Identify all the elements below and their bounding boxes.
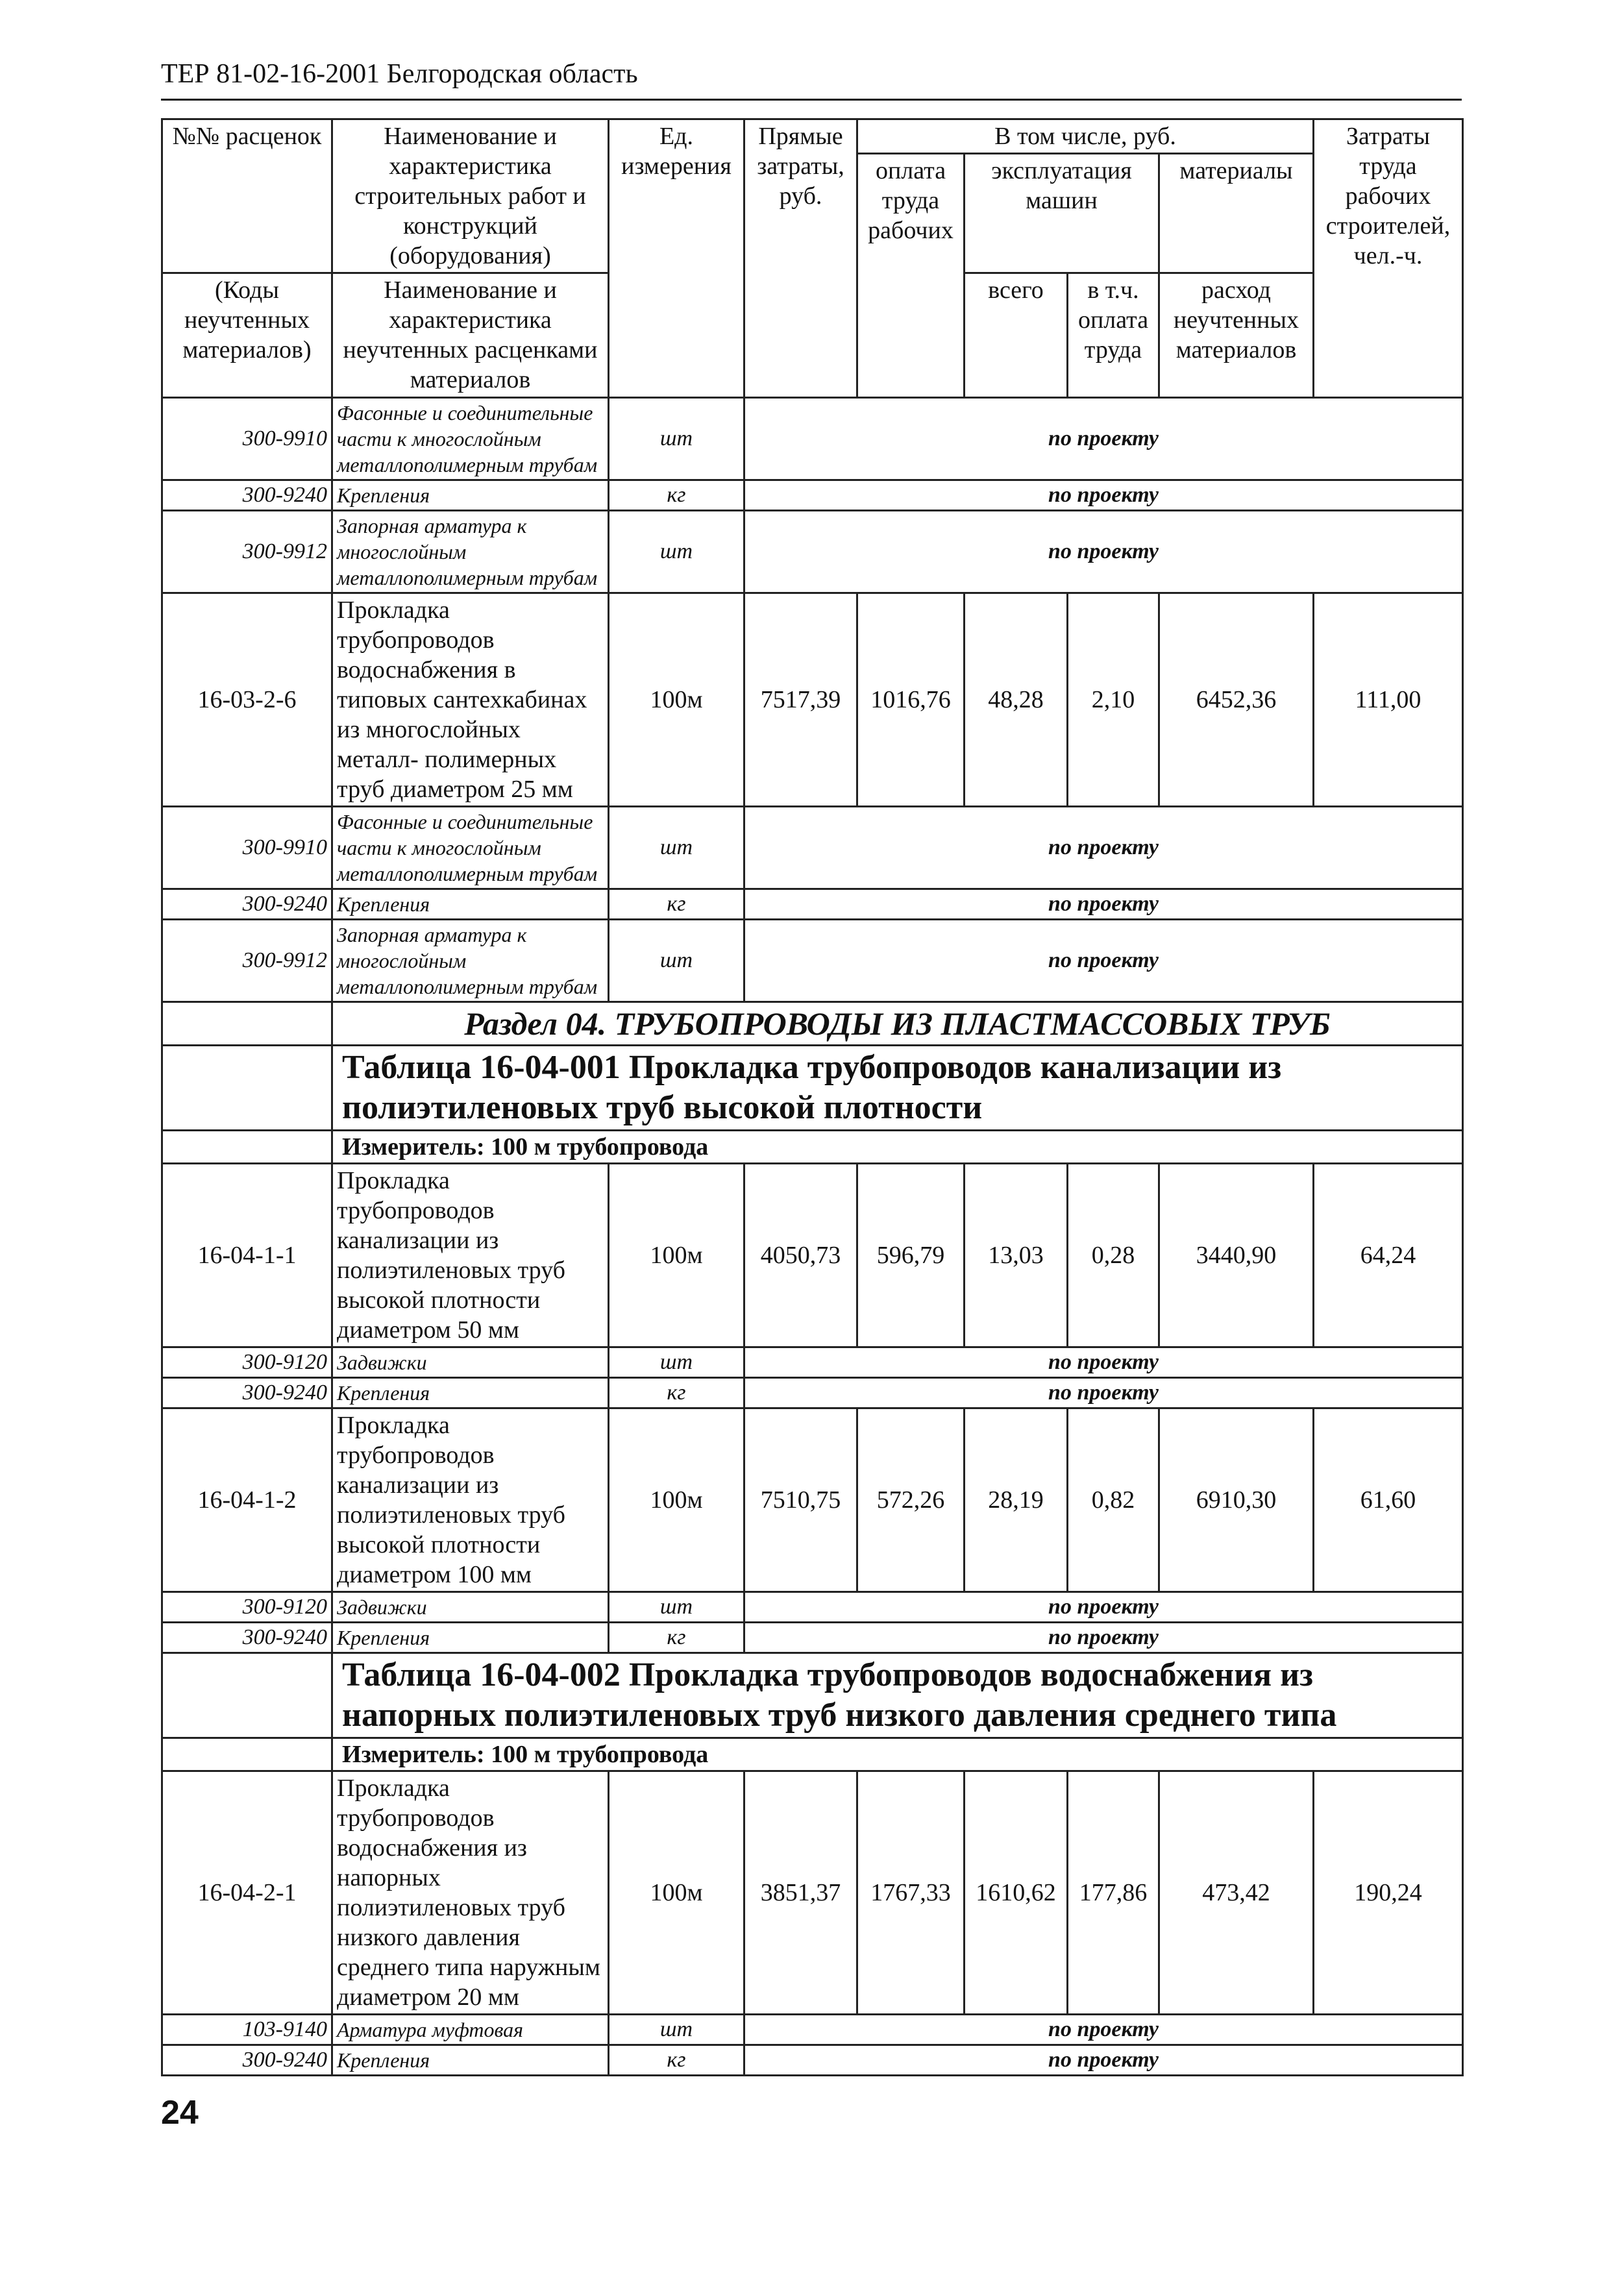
material-name: Фасонные и соединительные части к многослойным металлополимерным трубам <box>332 807 609 889</box>
material-unit: кг <box>609 1623 744 1653</box>
rate-materials: 473,42 <box>1159 1771 1314 2015</box>
measure-unit: Измеритель: 100 м трубопровода <box>332 1738 1463 1771</box>
material-name: Фасонные и соединительные части к многослойным металлополимерным трубам <box>332 398 609 480</box>
rate-machines-total: 28,19 <box>965 1408 1068 1592</box>
rate-code: 16-04-1-2 <box>162 1408 332 1592</box>
material-note: по проекту <box>744 920 1463 1002</box>
col-head-mach-wage: в т.ч. оплата труда <box>1068 273 1159 398</box>
title-spacer <box>162 1653 332 1738</box>
material-unit: шт <box>609 2015 744 2045</box>
material-name: Крепления <box>332 480 609 511</box>
rate-machines-wage: 2,10 <box>1068 593 1159 807</box>
material-note: по проекту <box>744 889 1463 920</box>
table-title-row <box>162 1046 1463 1131</box>
measure-unit: Измеритель: 100 м трубопровода <box>332 1131 1463 1164</box>
material-unit: шт <box>609 807 744 889</box>
rate-direct-cost: 4050,73 <box>744 1164 857 1347</box>
material-unit: кг <box>609 1378 744 1408</box>
material-name: Запорная арматура к многослойным металлополимерным трубам <box>332 920 609 1002</box>
material-note: по проекту <box>744 1623 1463 1653</box>
rate-direct-cost: 7517,39 <box>744 593 857 807</box>
rates-table <box>161 118 1464 2076</box>
rate-direct-cost: 7510,75 <box>744 1408 857 1592</box>
material-note: по проекту <box>744 807 1463 889</box>
rate-machines-wage: 0,28 <box>1068 1164 1159 1347</box>
unaccounted-material-row <box>162 1623 1463 1653</box>
table-title-row <box>162 1653 1463 1738</box>
rate-code: 16-03-2-6 <box>162 593 332 807</box>
page-number: 24 <box>161 2094 199 2132</box>
col-head-name: Наименование и характеристика строительных работ и конструкций (оборудования) <box>332 119 609 273</box>
rate-code: 16-04-2-1 <box>162 1771 332 2015</box>
table-title: Таблица 16-04-002 Прокладка трубопроводов водоснабжения из напорных полиэтиленовых труб низкого давления среднего типа <box>332 1653 1463 1738</box>
rate-labor: 111,00 <box>1314 593 1463 807</box>
section-row <box>162 1002 1463 1046</box>
col-head-code2: (Коды неучтенных материалов) <box>162 273 332 398</box>
unaccounted-material-row <box>162 2015 1463 2045</box>
material-name: Задвижки <box>332 1347 609 1378</box>
rate-unit: 100м <box>609 593 744 807</box>
col-head-direct: Прямые затраты, руб. <box>744 119 857 398</box>
unaccounted-material-row <box>162 889 1463 920</box>
rate-row <box>162 1164 1463 1347</box>
material-name: Арматура муфтовая <box>332 2015 609 2045</box>
unaccounted-material-row <box>162 1592 1463 1623</box>
material-name: Крепления <box>332 889 609 920</box>
col-head-labor: Затраты труда рабочих строителей, чел.-ч. <box>1314 119 1463 398</box>
rate-labor: 64,24 <box>1314 1164 1463 1347</box>
material-code: 300-9240 <box>162 889 332 920</box>
col-head-code: №№ расценок <box>162 119 332 273</box>
unaccounted-material-row <box>162 398 1463 480</box>
material-unit: шт <box>609 920 744 1002</box>
section-spacer <box>162 1002 332 1046</box>
measure-row <box>162 1738 1463 1771</box>
rate-name: Прокладка трубопроводов канализации из полиэтиленовых труб высокой плотности диаметром 100 мм <box>332 1408 609 1592</box>
col-head-wage: оплата труда рабочих <box>857 154 965 398</box>
material-code: 300-9240 <box>162 480 332 511</box>
material-name: Запорная арматура к многослойным металлополимерным трубам <box>332 511 609 593</box>
unaccounted-material-row <box>162 1378 1463 1408</box>
material-note: по проекту <box>744 398 1463 480</box>
col-head-machines: эксплуатация машин <box>965 154 1159 273</box>
section-title: Раздел 04. ТРУБОПРОВОДЫ ИЗ ПЛАСТМАССОВЫХ ТРУБ <box>332 1002 1463 1046</box>
material-unit: шт <box>609 511 744 593</box>
rate-machines-wage: 0,82 <box>1068 1408 1159 1592</box>
rate-machines-total: 48,28 <box>965 593 1068 807</box>
rate-wage: 572,26 <box>857 1408 965 1592</box>
rate-row <box>162 1771 1463 2015</box>
rate-row <box>162 593 1463 807</box>
material-code: 300-9912 <box>162 920 332 1002</box>
rate-labor: 190,24 <box>1314 1771 1463 2015</box>
unaccounted-material-row <box>162 480 1463 511</box>
rate-row <box>162 1408 1463 1592</box>
col-head-mach-total: всего <box>965 273 1068 398</box>
material-code: 300-9912 <box>162 511 332 593</box>
material-note: по проекту <box>744 2045 1463 2076</box>
material-note: по проекту <box>744 1347 1463 1378</box>
measure-spacer <box>162 1738 332 1771</box>
rate-unit: 100м <box>609 1408 744 1592</box>
material-note: по проекту <box>744 480 1463 511</box>
rate-unit: 100м <box>609 1771 744 2015</box>
material-code: 300-9240 <box>162 1378 332 1408</box>
material-code: 300-9910 <box>162 398 332 480</box>
rate-unit: 100м <box>609 1164 744 1347</box>
header-rule <box>161 99 1462 101</box>
material-name: Крепления <box>332 2045 609 2076</box>
unaccounted-material-row <box>162 807 1463 889</box>
material-note: по проекту <box>744 2015 1463 2045</box>
material-name: Крепления <box>332 1378 609 1408</box>
rate-code: 16-04-1-1 <box>162 1164 332 1347</box>
col-head-incl: В том числе, руб. <box>857 119 1314 154</box>
material-unit: шт <box>609 398 744 480</box>
col-head-name2: Наименование и характеристика неучтенных расценками материалов <box>332 273 609 398</box>
material-code: 300-9120 <box>162 1347 332 1378</box>
rate-materials: 3440,90 <box>1159 1164 1314 1347</box>
rate-name: Прокладка трубопроводов водоснабжения из напорных полиэтиленовых труб низкого давления среднего типа наружным диаметром 20 мм <box>332 1771 609 2015</box>
material-code: 300-9240 <box>162 1623 332 1653</box>
material-note: по проекту <box>744 511 1463 593</box>
material-unit: шт <box>609 1592 744 1623</box>
material-unit: кг <box>609 480 744 511</box>
unaccounted-material-row <box>162 511 1463 593</box>
rate-materials: 6910,30 <box>1159 1408 1314 1592</box>
col-head-mat-unaccounted: расход неучтенных материалов <box>1159 273 1314 398</box>
rate-wage: 1767,33 <box>857 1771 965 2015</box>
rate-wage: 1016,76 <box>857 593 965 807</box>
rate-name: Прокладка трубопроводов водоснабжения в типовых сантехкабинах из многослойных металл- полимерных труб диаметром 25 мм <box>332 593 609 807</box>
rate-materials: 6452,36 <box>1159 593 1314 807</box>
material-code: 300-9120 <box>162 1592 332 1623</box>
rate-wage: 596,79 <box>857 1164 965 1347</box>
material-name: Задвижки <box>332 1592 609 1623</box>
material-note: по проекту <box>744 1592 1463 1623</box>
material-unit: кг <box>609 2045 744 2076</box>
table-title: Таблица 16-04-001 Прокладка трубопроводов канализации из полиэтиленовых труб высокой плотности <box>332 1046 1463 1131</box>
material-code: 300-9240 <box>162 2045 332 2076</box>
unaccounted-material-row <box>162 1347 1463 1378</box>
rate-labor: 61,60 <box>1314 1408 1463 1592</box>
measure-row <box>162 1131 1463 1164</box>
rate-name: Прокладка трубопроводов канализации из полиэтиленовых труб высокой плотности диаметром 50 мм <box>332 1164 609 1347</box>
material-name: Крепления <box>332 1623 609 1653</box>
col-head-unit: Ед. измерения <box>609 119 744 398</box>
material-unit: кг <box>609 889 744 920</box>
col-head-materials: материалы <box>1159 154 1314 273</box>
title-spacer <box>162 1046 332 1131</box>
measure-spacer <box>162 1131 332 1164</box>
unaccounted-material-row <box>162 920 1463 1002</box>
page-header: ТЕР 81-02-16-2001 Белгородская область <box>161 59 638 89</box>
rate-machines-wage: 177,86 <box>1068 1771 1159 2015</box>
material-code: 103-9140 <box>162 2015 332 2045</box>
rate-machines-total: 1610,62 <box>965 1771 1068 2015</box>
unaccounted-material-row <box>162 2045 1463 2076</box>
rate-machines-total: 13,03 <box>965 1164 1068 1347</box>
material-unit: шт <box>609 1347 744 1378</box>
rate-direct-cost: 3851,37 <box>744 1771 857 2015</box>
material-code: 300-9910 <box>162 807 332 889</box>
material-note: по проекту <box>744 1378 1463 1408</box>
